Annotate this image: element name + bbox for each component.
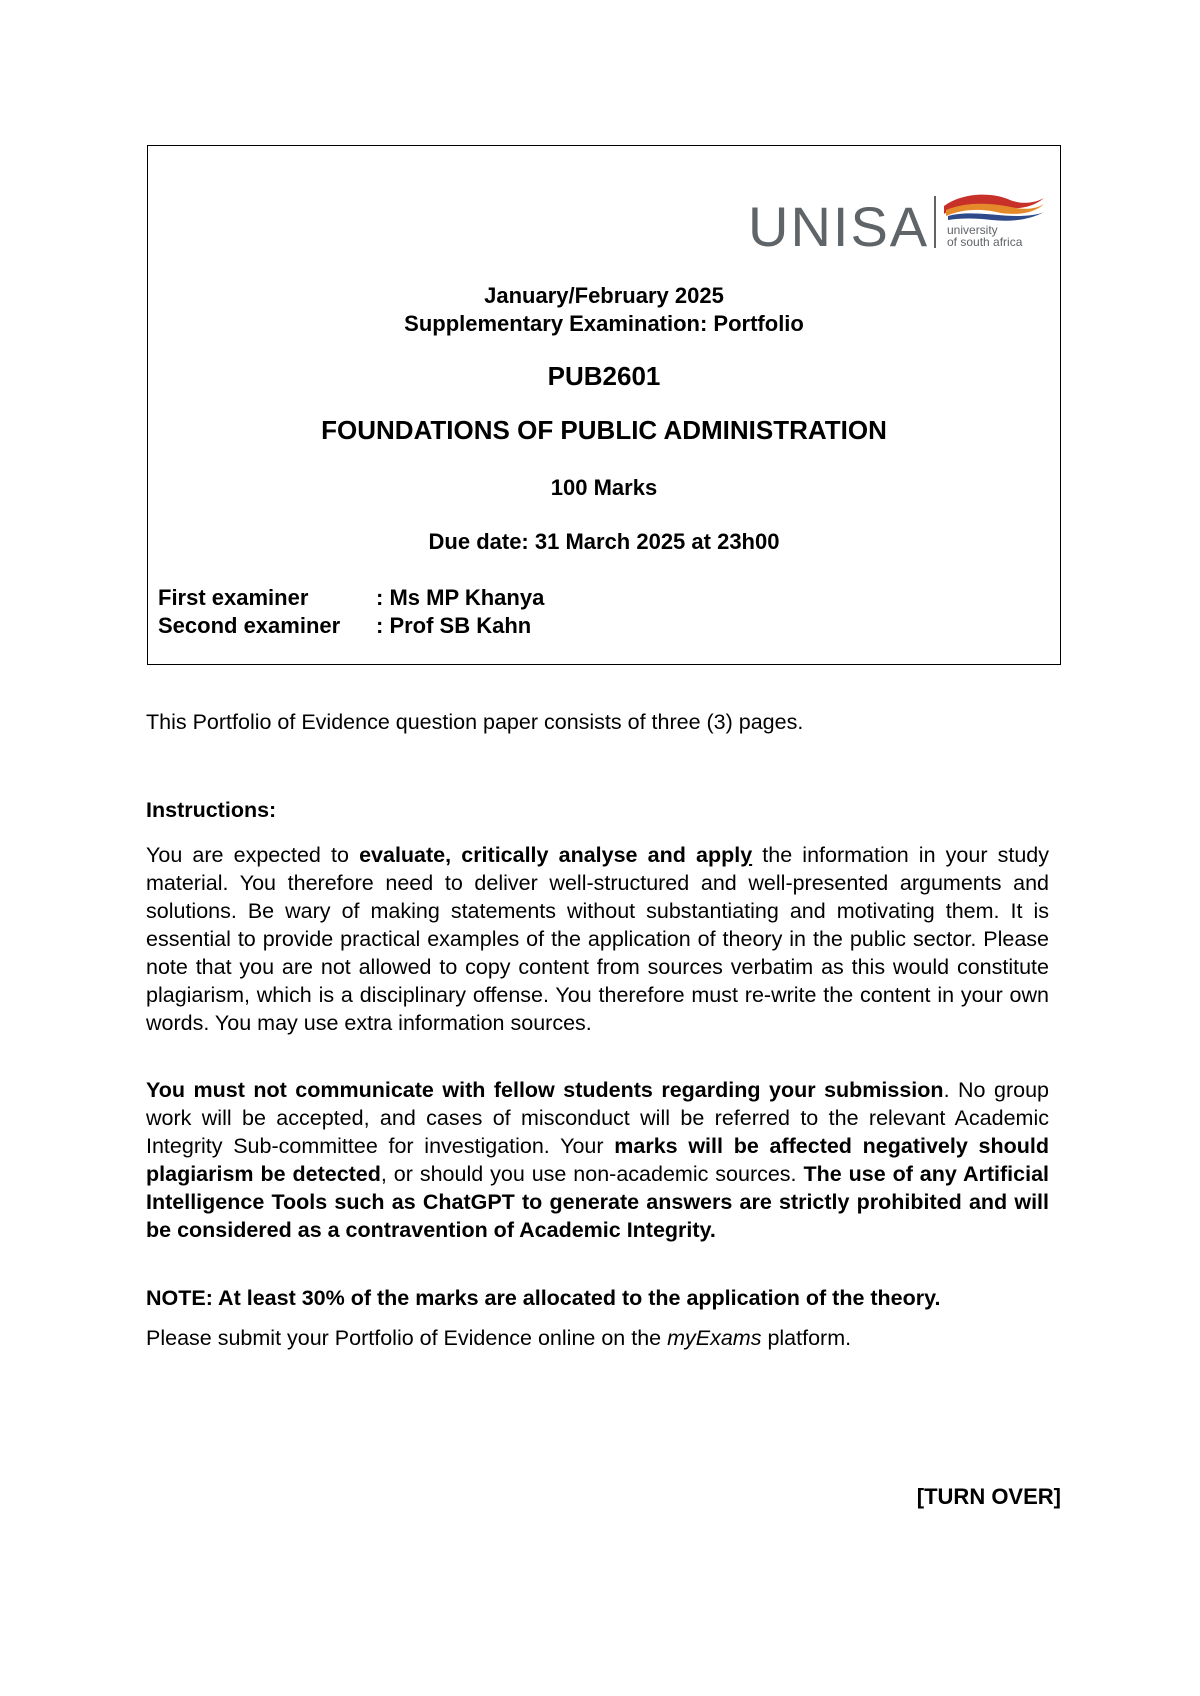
para1-text-1: You are expected to (146, 843, 360, 867)
para2-text-2: , or should you use non-academic sources. (380, 1162, 804, 1186)
unisa-logo (748, 188, 1048, 258)
para2-bold-3: The use of any Artificial Intelligence Tools such as ChatGPT to generate answers are strictly prohibited and will be considered as a contravention of Academic Integrity. (146, 1162, 1050, 1242)
examiner-role: First examiner (158, 585, 309, 610)
exam-type: Supplementary Examination: Portfolio (404, 311, 804, 336)
logo-tagline-2: of south africa (947, 235, 1023, 249)
examiner-name: : Ms MP Khanya (376, 585, 545, 610)
examiner-role: Second examiner (158, 613, 341, 638)
module-title: FOUNDATIONS OF PUBLIC ADMINISTRATION (321, 415, 887, 445)
logo-wordmark: UNISA (748, 195, 930, 258)
examiner-row (158, 584, 544, 612)
examiner-row (158, 612, 544, 640)
exam-session: January/February 2025 (484, 283, 724, 308)
intro-text: This Portfolio of Evidence question paper consists of three (3) pages. (146, 710, 804, 734)
examiners (158, 584, 544, 640)
instructions-heading: Instructions: (146, 798, 277, 822)
para1-text-2: the information in your study material. You therefore need to deliver well-structured and well-presented arguments and solutions. Be wary of making statements without substantiating and motivating them. It is essential to provide practical examples of the application of theory in the public sector. Please note that you are not allowed to copy content from sources verbatim as this would constitute plagiarism, which is a disciplinary offense. You therefore must re-write the content in your own words. You may use extra information sources. (146, 843, 1049, 1035)
cover-box (147, 145, 1061, 665)
platform-name: myExams (667, 1326, 762, 1350)
instructions-paragraph-1 (146, 841, 1049, 1037)
module-code: PUB2601 (547, 361, 661, 391)
examiner-name: : Prof SB Kahn (376, 613, 532, 638)
logo-tagline-1: university (947, 223, 998, 237)
due-date: Due date: 31 March 2025 at 23h00 (428, 529, 780, 554)
submit-text-1: Please submit your Portfolio of Evidence online on the (146, 1326, 668, 1350)
para2-bold-1: You must not communicate with fellow students regarding your submission (146, 1078, 944, 1102)
instructions-paragraph-2 (146, 1076, 1049, 1244)
para1-bold-1: evaluate, critically analyse and appl (359, 843, 741, 867)
submit-text-2: platform. (761, 1326, 852, 1350)
para1-bold-underline: y (740, 843, 753, 867)
logo-swoosh-blue-icon (948, 212, 1044, 221)
turn-over-label: [TURN OVER] (916, 1484, 1061, 1509)
para2-text-1: . No group work will be accepted, and cases of misconduct will be referred to the relevant Academic Integrity Sub-committee for investigation. Your (146, 1078, 1049, 1158)
note-text: NOTE: At least 30% of the marks are allocated to the application of the theory. (146, 1286, 941, 1310)
submit-instruction (146, 1324, 1049, 1352)
total-marks: 100 Marks (550, 475, 658, 500)
logo-divider (934, 196, 936, 248)
para2-bold-2: marks will be affected negatively should plagiarism be detected (146, 1134, 1049, 1186)
